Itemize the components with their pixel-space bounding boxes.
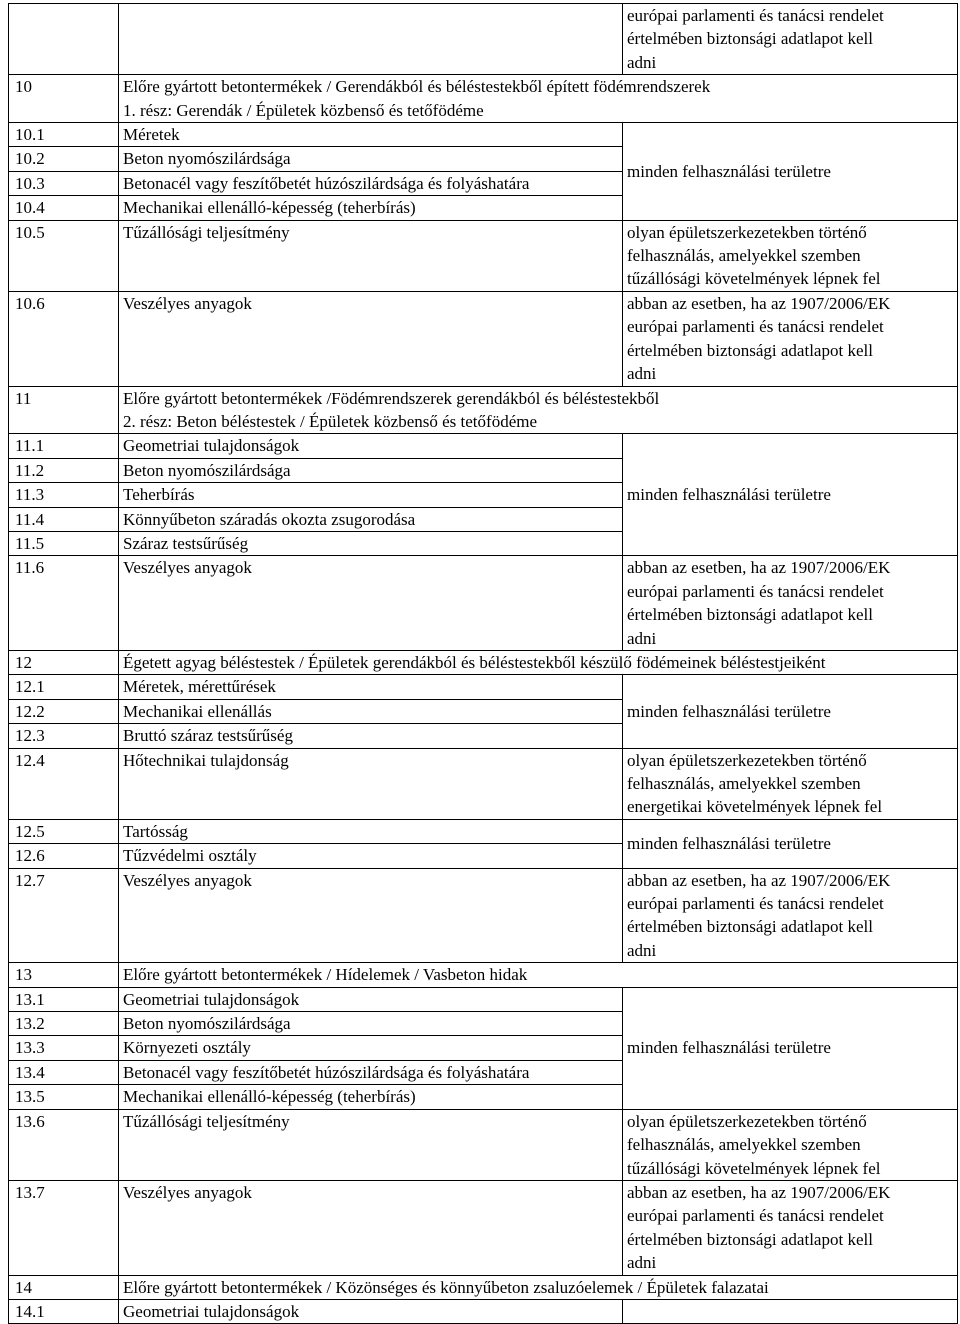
scope-hazard-tail: európai parlamenti és tanácsi rendelet értelmében biztonsági adatlapot kell adni xyxy=(623,4,958,75)
row-label: Mechanikai ellenálló-képesség (teherbírás) xyxy=(119,1085,623,1109)
row-label xyxy=(119,4,623,75)
row-number: 11.2 xyxy=(9,458,119,482)
row-number: 12.3 xyxy=(9,724,119,748)
row-label: Betonacél vagy feszítőbetét húzószilárdsága és folyáshatára xyxy=(119,1060,623,1084)
row-label: Könnyűbeton száradás okozta zsugorodása xyxy=(119,507,623,531)
table-row xyxy=(9,987,958,1011)
row-number: 13.6 xyxy=(9,1109,119,1180)
table-row xyxy=(9,220,958,291)
row-label: Veszélyes anyagok xyxy=(119,1180,623,1275)
row-number: 12.5 xyxy=(9,819,119,843)
table-row xyxy=(9,675,958,699)
row-number: 12.2 xyxy=(9,699,119,723)
table-row xyxy=(9,1299,958,1323)
section-number: 13 xyxy=(9,963,119,987)
table-row xyxy=(9,748,958,819)
table-row xyxy=(9,434,958,458)
row-label: Tűzállósági teljesítmény xyxy=(119,220,623,291)
scope-all: minden felhasználási területre xyxy=(623,123,958,221)
section-header-11 xyxy=(9,386,958,434)
row-number: 11.4 xyxy=(9,507,119,531)
section-header-12 xyxy=(9,650,958,674)
requirements-table xyxy=(8,3,958,1324)
row-number: 11.1 xyxy=(9,434,119,458)
section-title: Előre gyártott betontermékek / Hídelemek / Vasbeton hidak xyxy=(119,963,958,987)
row-label: Tartósság xyxy=(119,819,623,843)
section-title: Előre gyártott betontermékek /Födémrendszerek gerendákból és béléstestekből 2. rész: Beton béléstestek / Épületek közbenső és tetőfödéme xyxy=(119,386,958,434)
row-label: Beton nyomószilárdsága xyxy=(119,1012,623,1036)
row-number: 10.3 xyxy=(9,171,119,195)
scope-hazard: abban az esetben, ha az 1907/2006/EK európai parlamenti és tanácsi rendelet értelmében biztonsági adatlapot kell adni xyxy=(623,556,958,651)
row-number: 11.3 xyxy=(9,483,119,507)
scope-empty xyxy=(623,1299,958,1323)
scope-energy: olyan épületszerkezetekben történő felhasználás, amelyekkel szemben energetikai követelmények lépnek fel xyxy=(623,748,958,819)
section-header-14 xyxy=(9,1275,958,1299)
row-number: 13.7 xyxy=(9,1180,119,1275)
scope-fire: olyan épületszerkezetekben történő felhasználás, amelyekkel szemben tűzállósági követelmények lépnek fel xyxy=(623,220,958,291)
row-label: Veszélyes anyagok xyxy=(119,556,623,651)
row-number: 12.1 xyxy=(9,675,119,699)
row-number: 10.6 xyxy=(9,291,119,386)
row-label: Geometriai tulajdonságok xyxy=(119,987,623,1011)
row-number: 14.1 xyxy=(9,1299,119,1323)
scope-hazard: abban az esetben, ha az 1907/2006/EK európai parlamenti és tanácsi rendelet értelmében biztonsági adatlapot kell adni xyxy=(623,291,958,386)
row-label: Hőtechnikai tulajdonság xyxy=(119,748,623,819)
row-label: Méretek xyxy=(119,123,623,147)
table-row xyxy=(9,123,958,147)
row-number: 12.7 xyxy=(9,868,119,963)
scope-all: minden felhasználási területre xyxy=(623,987,958,1109)
row-label: Geometriai tulajdonságok xyxy=(119,434,623,458)
row-number: 11.5 xyxy=(9,531,119,555)
row-label: Mechanikai ellenálló-képesség (teherbírás) xyxy=(119,196,623,220)
row-label: Beton nyomószilárdsága xyxy=(119,147,623,171)
table-row xyxy=(9,4,958,75)
table-row xyxy=(9,819,958,843)
row-label: Mechanikai ellenállás xyxy=(119,699,623,723)
section-number: 11 xyxy=(9,386,119,434)
row-number: 13.4 xyxy=(9,1060,119,1084)
row-label: Veszélyes anyagok xyxy=(119,291,623,386)
section-number: 14 xyxy=(9,1275,119,1299)
row-number: 10.1 xyxy=(9,123,119,147)
document-page xyxy=(8,3,957,1324)
row-label: Beton nyomószilárdsága xyxy=(119,458,623,482)
row-number: 10.4 xyxy=(9,196,119,220)
row-number xyxy=(9,4,119,75)
section-title: Előre gyártott betontermékek / Gerendákból és béléstestekből épített födémrendszerek 1. rész: Gerendák / Épületek közbenső és tetőfödéme xyxy=(119,75,958,123)
table-row xyxy=(9,1180,958,1275)
scope-all: minden felhasználási területre xyxy=(623,675,958,748)
scope-all: minden felhasználási területre xyxy=(623,819,958,868)
section-header-10 xyxy=(9,75,958,123)
section-number: 10 xyxy=(9,75,119,123)
table-row xyxy=(9,556,958,651)
row-label: Bruttó száraz testsűrűség xyxy=(119,724,623,748)
row-label: Száraz testsűrűség xyxy=(119,531,623,555)
section-title: Égetett agyag béléstestek / Épületek gerendákból és béléstestekből készülő födémeinek béléstestjeiként xyxy=(119,650,958,674)
row-number: 13.2 xyxy=(9,1012,119,1036)
row-label: Környezeti osztály xyxy=(119,1036,623,1060)
row-label: Tűzvédelmi osztály xyxy=(119,844,623,868)
row-label: Veszélyes anyagok xyxy=(119,868,623,963)
row-number: 13.1 xyxy=(9,987,119,1011)
table-row xyxy=(9,291,958,386)
row-label: Teherbírás xyxy=(119,483,623,507)
table-row xyxy=(9,1109,958,1180)
row-number: 10.2 xyxy=(9,147,119,171)
table-row xyxy=(9,868,958,963)
scope-hazard: abban az esetben, ha az 1907/2006/EK európai parlamenti és tanácsi rendelet értelmében biztonsági adatlapot kell adni xyxy=(623,1180,958,1275)
row-label: Betonacél vagy feszítőbetét húzószilárdsága és folyáshatára xyxy=(119,171,623,195)
row-number: 12.4 xyxy=(9,748,119,819)
scope-fire: olyan épületszerkezetekben történő felhasználás, amelyekkel szemben tűzállósági követelmények lépnek fel xyxy=(623,1109,958,1180)
row-number: 11.6 xyxy=(9,556,119,651)
row-number: 12.6 xyxy=(9,844,119,868)
row-number: 13.5 xyxy=(9,1085,119,1109)
row-label: Méretek, mérettűrések xyxy=(119,675,623,699)
row-label: Geometriai tulajdonságok xyxy=(119,1299,623,1323)
scope-hazard: abban az esetben, ha az 1907/2006/EK európai parlamenti és tanácsi rendelet értelmében biztonsági adatlapot kell adni xyxy=(623,868,958,963)
row-label: Tűzállósági teljesítmény xyxy=(119,1109,623,1180)
section-number: 12 xyxy=(9,650,119,674)
row-number: 13.3 xyxy=(9,1036,119,1060)
scope-all: minden felhasználási területre xyxy=(623,434,958,556)
row-number: 10.5 xyxy=(9,220,119,291)
section-header-13 xyxy=(9,963,958,987)
section-title: Előre gyártott betontermékek / Közönséges és könnyűbeton zsaluzóelemek / Épületek falazatai xyxy=(119,1275,958,1299)
